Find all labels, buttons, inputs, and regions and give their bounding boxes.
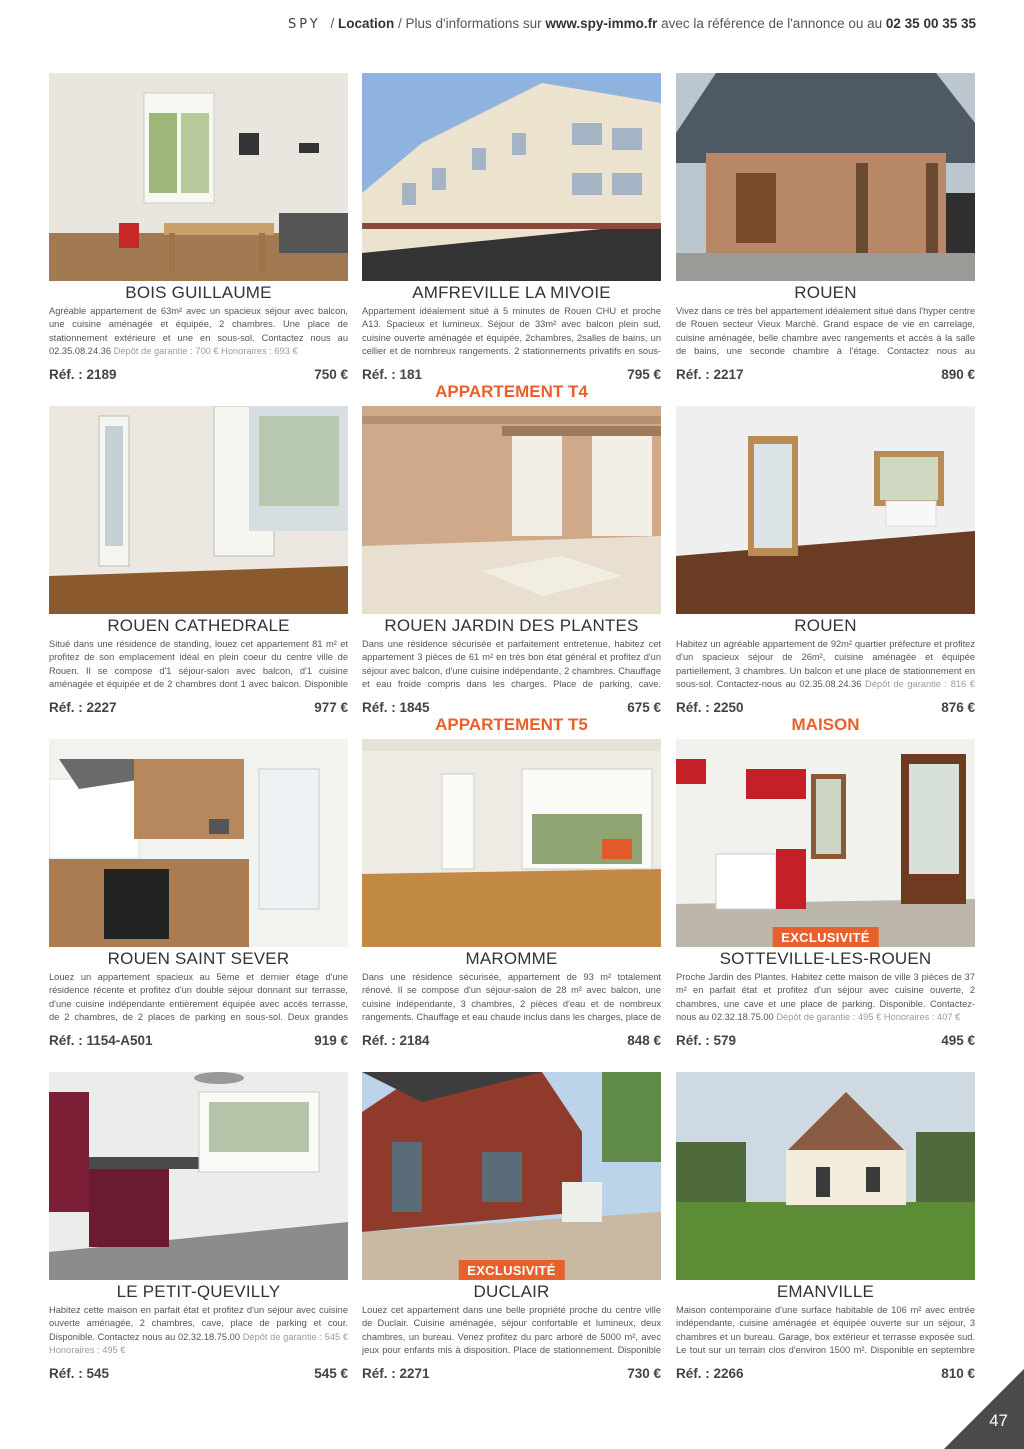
listing-price: 730 € bbox=[627, 1366, 661, 1381]
listing-ref: Réf. : 1845 bbox=[362, 700, 430, 715]
listing-photo[interactable] bbox=[676, 73, 975, 281]
listing-ref: Réf. : 579 bbox=[676, 1033, 737, 1048]
page-header: SPY / Location / Plus d'informations sur www.spy-immo.fr avec la référence de l'annonce ou au 02 35 00 35 35 bbox=[287, 16, 976, 32]
listing-card[interactable] bbox=[676, 73, 975, 382]
listing-ref: Réf. : 2227 bbox=[49, 700, 117, 715]
listing-description: Louez cet appartement dans une belle propriété proche du centre ville de Duclair. Cuisine aménagée, séjour confortable et lumineux, deux chambres, un bureau. Venez profitez du parc arboré de 5000 m², avec jeux pour enfants mis à disposition. Place de stationnement. Disponible bbox=[362, 1305, 661, 1356]
listing-title: ROUEN bbox=[794, 616, 857, 635]
listing-ref: Réf. : 2271 bbox=[362, 1366, 430, 1381]
listing-card[interactable] bbox=[49, 406, 348, 715]
listing-title: ROUEN SAINT SEVER bbox=[107, 949, 290, 968]
listing-card[interactable] bbox=[49, 1072, 348, 1381]
listing-photo[interactable] bbox=[49, 73, 348, 281]
listing-description: Habitez cette maison en parfait état et profitez d'un séjour avec cuisine ouverte aménagée, 2 chambres, cave, place de parking et cour. Disponible. Contactez nous au 02.32.18.75.00 Dépôt de garantie : 545 € Honoraires : 495 € bbox=[49, 1305, 348, 1356]
listing-description: Agréable appartement de 63m² avec un spacieux séjour avec balcon, une cuisine aménagée et équipée, 2 chambres. Une place de stationnement extérieure et une en sous-sol. Contactez nous au 02.35.08.24.36 Dépôt de garantie : 700 € Honoraires : 693 € bbox=[49, 306, 348, 357]
header-text-before: Plus d'informations sur bbox=[405, 16, 542, 31]
listing-card[interactable] bbox=[362, 1072, 661, 1381]
listing-photo[interactable] bbox=[362, 406, 661, 614]
listing-card[interactable] bbox=[362, 406, 661, 715]
listing-photo[interactable] bbox=[49, 739, 348, 947]
listing-photo[interactable] bbox=[362, 1072, 661, 1280]
listing-photo[interactable] bbox=[676, 1072, 975, 1280]
listing-ref: Réf. : 2184 bbox=[362, 1033, 430, 1048]
listing-price: 890 € bbox=[941, 367, 975, 382]
listing-description: Vivez dans ce très bel appartement idéalement situé dans l'hyper centre de Rouen secteur Vieux Marché. Grand espace de vie en carrelage, cuisine aménagée, belle chambre avec rangements et accès à la salle de bains, une seconde chambre à l'étage. Contactez nous au bbox=[676, 306, 975, 357]
listing-price: 495 € bbox=[941, 1033, 975, 1048]
listing-title: BOIS GUILLAUME bbox=[125, 283, 272, 302]
listing-description: Situé dans une résidence de standing, louez cet appartement 81 m² et profitez de son emplacement idéal en plein coeur du centre ville de Rouen. Il se compose d'1 séjour-salon avec balcon, d'1 cuisine aménagée et équipée et de 2 chambres dont 1 avec balcon. Disponible bbox=[49, 639, 348, 690]
exclusivite-badge: EXCLUSIVITÉ bbox=[458, 1260, 565, 1280]
listing-card[interactable] bbox=[49, 73, 348, 382]
page-number: 47 bbox=[989, 1411, 1008, 1430]
listing-price: 810 € bbox=[941, 1366, 975, 1381]
listing-price: 545 € bbox=[314, 1366, 348, 1381]
spy-logo: SPY bbox=[287, 17, 321, 32]
listing-description: Dans une résidence sécurisée et parfaitement entretenue, habitez cet appartement 3 pièces de 61 m² en très bon état général et profitez d'un séjour avec balcon, d'une cuisine indépendante, 2 chambres. Chauffage et eau froide compris dans les charges. Place de parking, cave. bbox=[362, 639, 661, 690]
section-title-maison: MAISON bbox=[791, 715, 860, 734]
listing-price: 876 € bbox=[941, 700, 975, 715]
listing-description: Proche Jardin des Plantes. Habitez cette maison de ville 3 pièces de 37 m² en parfait état et profitez d'un séjour avec cuisine ouverte, 2 chambres, une cave et une place de parking. Disponible. Contactez-nous au 02.32.18.75.00 Dépôt de garantie : 495 € Honoraires : 407 € bbox=[676, 972, 975, 1023]
listing-title: EMANVILLE bbox=[776, 1282, 875, 1301]
section-title-t4: APPARTEMENT T4 bbox=[435, 382, 588, 401]
listing-price: 848 € bbox=[627, 1033, 661, 1048]
listing-photo[interactable] bbox=[49, 1072, 348, 1280]
listing-ref: Réf. : 2189 bbox=[49, 367, 117, 382]
listing-price: 795 € bbox=[627, 367, 661, 382]
listing-photo[interactable] bbox=[676, 739, 975, 947]
listing-description: Habitez un agréable appartement de 92m² quartier préfecture et profitez d'un spacieux séjour de 26m², cuisine aménagée et équipée partiellement, 3 chambres. Un balcon et une place de stationnement en sous-sol. Contactez-nous au 02.35.08.24.36 Dépôt de garantie : 816 € bbox=[676, 639, 975, 690]
phone-number: 02 35 00 35 35 bbox=[885, 16, 976, 31]
listing-card[interactable] bbox=[676, 1072, 975, 1381]
listing-title: AMFREVILLE LA MIVOIE bbox=[412, 283, 611, 302]
listing-photo[interactable] bbox=[362, 739, 661, 947]
listing-description: Maison contemporaine d'une surface habitable de 106 m² avec entrée indépendante, cuisine aménagée et équipée ouverte sur un séjour, 3 chambres et un bureau. Garage, box extérieur et terrasse exposée sud. Le tout sur un terrain clos d'environ 1500 m². Disponible en septembre bbox=[676, 1305, 975, 1356]
listing-title: ROUEN bbox=[794, 283, 857, 302]
listing-ref: Réf. : 1154-A501 bbox=[49, 1033, 153, 1048]
header-text-after: avec la référence de l'annonce ou au bbox=[661, 16, 883, 31]
listing-ref: Réf. : 2250 bbox=[676, 700, 744, 715]
listing-photo[interactable] bbox=[676, 406, 975, 614]
listing-price: 919 € bbox=[314, 1033, 348, 1048]
listing-card[interactable] bbox=[362, 73, 661, 382]
website-link[interactable]: www.spy-immo.fr bbox=[545, 16, 658, 31]
listing-title: SOTTEVILLE-LES-ROUEN bbox=[719, 949, 932, 968]
listing-title: ROUEN JARDIN DES PLANTES bbox=[384, 616, 639, 635]
exclusivite-badge: EXCLUSIVITÉ bbox=[772, 927, 879, 947]
listing-ref: Réf. : 545 bbox=[49, 1366, 110, 1381]
listing-title: MAROMME bbox=[465, 949, 558, 968]
listing-title: ROUEN CATHEDRALE bbox=[107, 616, 290, 635]
listing-description: Appartement idéalement situé à 5 minutes de Rouen CHU et proche A13. Spacieux et lumineux. Séjour de 33m² avec balcon plein sud, cuisine ouverte aménagée et équipée, 2chambres, 2salles de bains, un cellier et de nombreux rangements. 2 stationnements privatifs en sous- bbox=[362, 306, 661, 357]
listing-card[interactable] bbox=[362, 739, 661, 1048]
listing-card[interactable] bbox=[676, 739, 975, 1048]
listing-description: Dans une résidence sécurisée, appartement de 93 m² totalement rénové. Il se compose d'un séjour-salon de 28 m² avec balcon, une cuisine indépendante, 3 chambres, 2 pièces d'eau et de nombreux rangements. Chauffage et eau chaude inclus dans les charges, place de bbox=[362, 972, 661, 1023]
listing-price: 977 € bbox=[314, 700, 348, 715]
listing-title: DUCLAIR bbox=[473, 1282, 550, 1301]
listing-title: LE PETIT-QUEVILLY bbox=[116, 1282, 281, 1301]
page-corner bbox=[944, 1369, 1024, 1449]
listing-ref: Réf. : 181 bbox=[362, 367, 423, 382]
listing-photo[interactable] bbox=[362, 73, 661, 281]
listing-price: 750 € bbox=[314, 367, 348, 382]
section-label: Location bbox=[337, 16, 395, 31]
listing-photo[interactable] bbox=[49, 406, 348, 614]
listing-ref: Réf. : 2266 bbox=[676, 1366, 744, 1381]
listing-price: 675 € bbox=[627, 700, 661, 715]
section-title-t5: APPARTEMENT T5 bbox=[435, 715, 588, 734]
listing-ref: Réf. : 2217 bbox=[676, 367, 744, 382]
listing-card[interactable] bbox=[49, 739, 348, 1048]
listing-description: Louez un appartement spacieux au 5ème et dernier étage d'une résidence récente et profitez d'un double séjour donnant sur terrasse, d'une cuisine indépendante entièrement équipée avec accès terrasse, de 2 chambres, de 2 places de parking en sous-sol. Deux grandes bbox=[49, 972, 348, 1023]
listing-card[interactable] bbox=[676, 406, 975, 715]
